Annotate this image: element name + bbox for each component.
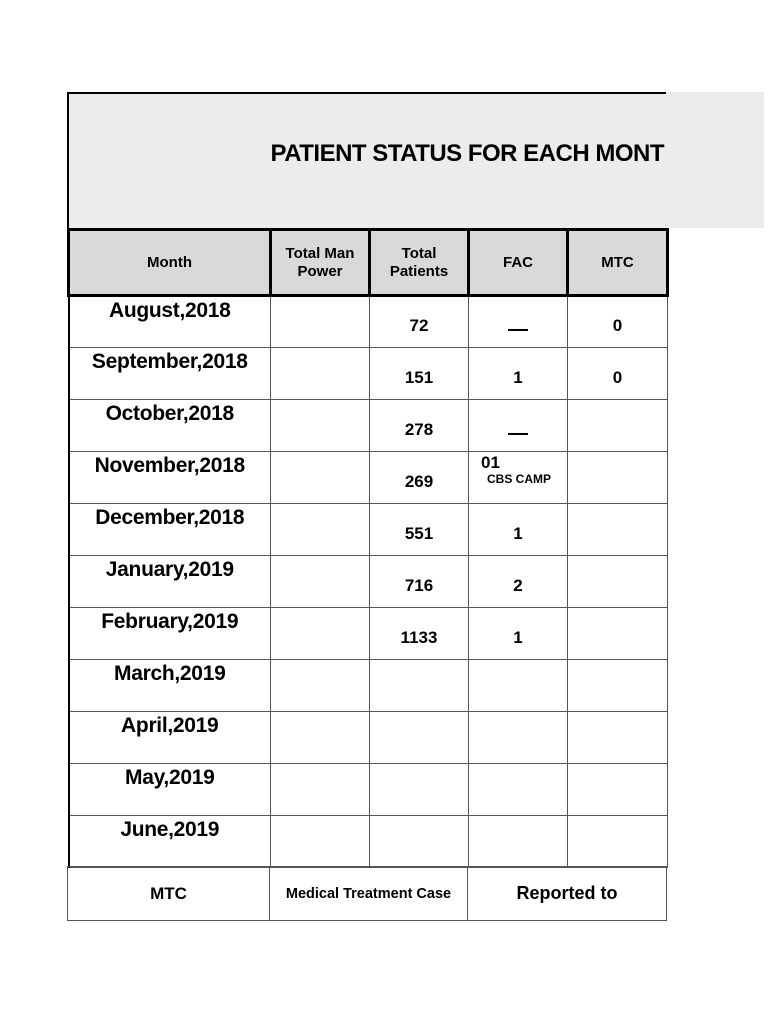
header-total-patients: Total Patients xyxy=(370,230,469,296)
total-man-power-cell xyxy=(271,296,370,348)
fac-cell xyxy=(469,296,568,348)
header-total-man-power: Total Man Power xyxy=(271,230,370,296)
table-row xyxy=(69,764,668,816)
mtc-cell xyxy=(568,400,668,452)
month-cell: May,2019 xyxy=(69,764,271,816)
total-man-power-cell xyxy=(271,712,370,764)
mtc-cell xyxy=(568,816,668,868)
mtc-cell xyxy=(568,608,668,660)
fac-cell xyxy=(469,816,568,868)
month-cell: March,2019 xyxy=(69,660,271,712)
mtc-cell xyxy=(568,764,668,816)
total-man-power-cell xyxy=(271,556,370,608)
month-cell: February,2019 xyxy=(69,608,271,660)
fac-cell xyxy=(469,712,568,764)
mtc-cell xyxy=(568,556,668,608)
total-man-power-cell xyxy=(271,452,370,504)
mtc-cell xyxy=(568,712,668,764)
month-cell: January,2019 xyxy=(69,556,271,608)
table-row xyxy=(69,816,668,868)
header-mtc: MTC xyxy=(568,230,668,296)
month-cell: November,2018 xyxy=(69,452,271,504)
table-row xyxy=(69,400,668,452)
table-row xyxy=(69,608,668,660)
table-row xyxy=(69,296,668,348)
fac-value: 01 xyxy=(481,453,500,472)
footer-row xyxy=(68,867,667,921)
total-patients-cell xyxy=(370,712,469,764)
total-man-power-cell xyxy=(271,400,370,452)
fac-cell: 1 xyxy=(469,504,568,556)
footer-table xyxy=(67,866,667,921)
footer-abbreviation: MTC xyxy=(68,867,270,921)
mtc-cell: 0 xyxy=(568,296,668,348)
total-man-power-cell xyxy=(271,504,370,556)
fac-cell xyxy=(469,764,568,816)
total-patients-cell: 278 xyxy=(370,400,469,452)
table-row xyxy=(69,452,668,504)
month-cell: September,2018 xyxy=(69,348,271,400)
table-row xyxy=(69,660,668,712)
fac-cell: 2 xyxy=(469,556,568,608)
month-cell: October,2018 xyxy=(69,400,271,452)
total-patients-cell: 72 xyxy=(370,296,469,348)
total-man-power-cell xyxy=(271,660,370,712)
mtc-cell: 0 xyxy=(568,348,668,400)
total-man-power-cell xyxy=(271,348,370,400)
month-cell: June,2019 xyxy=(69,816,271,868)
total-patients-cell: 716 xyxy=(370,556,469,608)
total-patients-cell: 551 xyxy=(370,504,469,556)
fac-cell xyxy=(469,400,568,452)
fac-dash xyxy=(508,433,528,435)
total-patients-cell: 1133 xyxy=(370,608,469,660)
month-cell: December,2018 xyxy=(69,504,271,556)
table-row xyxy=(69,348,668,400)
fac-cell: 1 xyxy=(469,608,568,660)
fac-note: CBS CAMP xyxy=(487,472,552,486)
total-patients-cell xyxy=(370,764,469,816)
fac-cell xyxy=(469,452,568,504)
fac-cell xyxy=(469,660,568,712)
mtc-cell xyxy=(568,504,668,556)
header-fac: FAC xyxy=(469,230,568,296)
total-patients-cell xyxy=(370,816,469,868)
fac-dash xyxy=(508,329,528,331)
footer-definition: Medical Treatment Case xyxy=(270,867,468,921)
total-man-power-cell xyxy=(271,764,370,816)
header-month: Month xyxy=(69,230,271,296)
page-title: PATIENT STATUS FOR EACH MONT xyxy=(270,140,664,167)
fac-cell: 1 xyxy=(469,348,568,400)
total-man-power-cell xyxy=(271,816,370,868)
month-cell: August,2018 xyxy=(69,296,271,348)
table-row xyxy=(69,712,668,764)
mtc-cell xyxy=(568,452,668,504)
footer-reported-to: Reported to xyxy=(468,867,667,921)
total-patients-cell: 151 xyxy=(370,348,469,400)
table-header-row xyxy=(69,230,668,296)
total-patients-cell: 269 xyxy=(370,452,469,504)
table-row xyxy=(69,556,668,608)
table-row xyxy=(69,504,668,556)
patient-status-table xyxy=(67,228,669,868)
mtc-cell xyxy=(568,660,668,712)
total-patients-cell xyxy=(370,660,469,712)
total-man-power-cell xyxy=(271,608,370,660)
month-cell: April,2019 xyxy=(69,712,271,764)
